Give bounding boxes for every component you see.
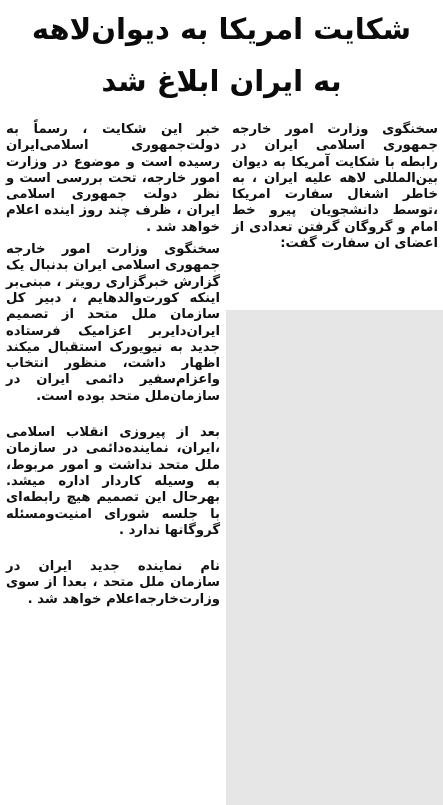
article-column-left (6, 122, 220, 608)
article-column-right (232, 122, 438, 252)
article-paragraph: خبر این شکایت ، رسماً به دولت‌جمهوری اسلامی‌ایران رسیده است و موضوع در وزارت امور خارجه، تحت بررسی است و نظر دولت جمهوری اسلامی ایران ، ظرف چند روز اینده اعلام خواهد شد . (6, 122, 220, 235)
article-paragraph: نام نماینده جدید ایران در سازمان ملل متحد ، بعدا از سوی وزارت‌خارجه‌اعلام خواهد شد . (6, 559, 220, 607)
article-paragraph: سخنگوی وزارت امور خارجه جمهوری اسلامی ایران بدنبال یک گزارش خبرگزاری رویتر ، مبنی‌بر اینکه کورت‌والدهایم ، دبیر کل سازمان ملل متحد از تصمیم ایران‌دایربر اعزامیک فرستاده جدید به نیویورک استقبال میکند اظهار داشت، منظور انتخاب واعزام‌سفیر دائمی ایران در سازمان‌ملل متحد بوده است. (6, 242, 220, 404)
article-paragraph: بعد از پیروزی انقلاب اسلامی ،ایران، نماینده‌دائمی در سازمان ملل متحد نداشت و امور مربوط، به وسیله کاردار اداره میشد. بهرحال این تصمیم هیچ رابطه‌ای با جلسه شورای امنیت‌ومسئله گروگانها ندارد . (6, 425, 220, 538)
article-paragraph: سخنگوی وزارت امور خارجه جمهوری اسلامی ایران در رابطه با شکایت آمریکا به دیوان بین‌المللی لاهه علیه ایران ، به خاطر اشغال سفارت امریکا ،توسط دانشجویان پیرو خط امام و گروگان گرفتن تعدادی از اعضای ان سفارت گفت: (232, 122, 438, 252)
blank-gray-area (226, 310, 443, 805)
headline-line-1: شکایت امریکا به دیوان‌لاهه (31, 12, 412, 46)
headline-line-2: به ایران ابلاغ شد (101, 64, 342, 98)
